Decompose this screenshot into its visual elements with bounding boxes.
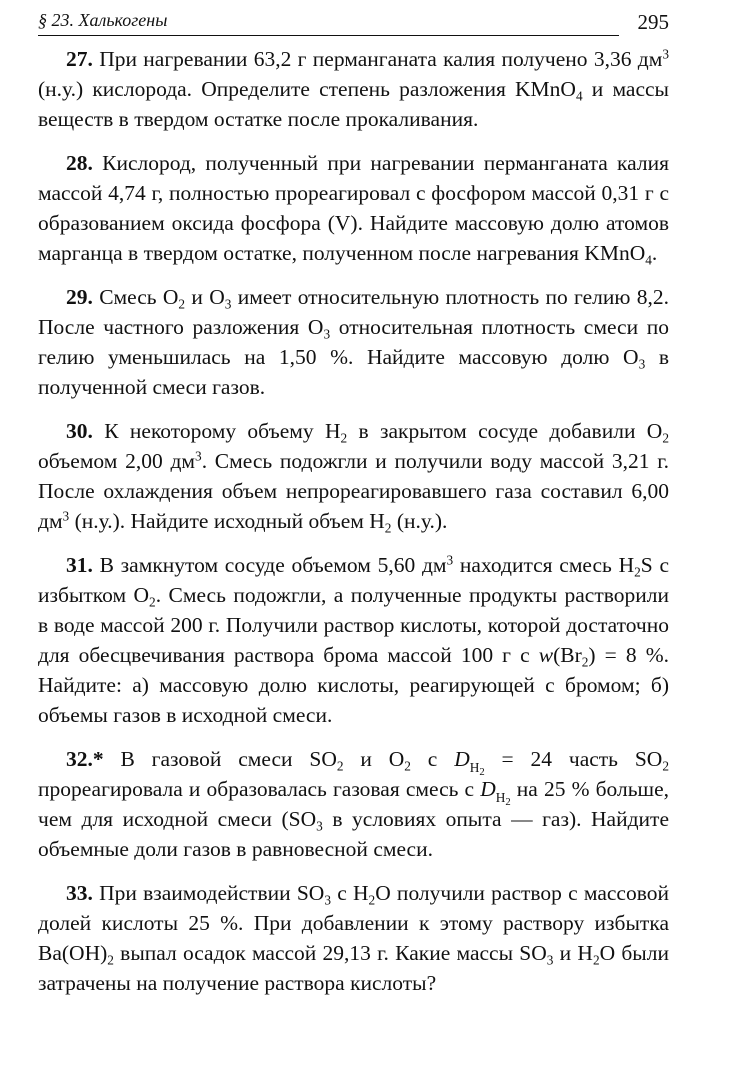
problem-28: 28. Кислород, полученный при нагревании перманганата калия массой 4,74 г, полностью прореагировал с фосфором массой 0,31 г с образованием оксида фосфора (V). Найдите массовую долю атомов марганца в твердом остатке, полученном после нагревания KMnO$_4$. xyxy=(38,151,669,268)
problem-number: 29. xyxy=(66,285,93,309)
problems-list xyxy=(38,44,669,1012)
problem-31: 31. В замкнутом сосуде объемом 5,60 $дм^3$ находится смесь $H_2S$ с избытком $O_2$. Смесь подожгли, а полученные продукты растворили в воде массой 200 г. Получили раствор кислоты, которой достаточно для обесцвечивания раствора брома массой 100 г с $w(Br_2) = 8$ %. Найдите: а) массовую долю кислоты, реагирующей с бромом; б) объемы газов в исходной смеси. xyxy=(38,552,670,727)
problem-number: 33. xyxy=(66,881,93,905)
page-header xyxy=(38,8,669,38)
problem-number: 30. xyxy=(66,419,93,443)
problem-number: 27. xyxy=(66,47,93,71)
page-number: 295 xyxy=(637,10,669,34)
running-title: § 23. Халькогены xyxy=(38,10,168,30)
header-rule xyxy=(38,35,619,36)
problem-27: 27. При нагревании 63,2 г перманганата калия получено 3,36 $дм^3$ (н.у.) кислорода. Определите степень разложения KMnO$_4$ и массы веществ в твердом остатке после прокаливания. xyxy=(38,46,669,131)
problem-29: 29. Смесь $O_2$ и $O_3$ имеет относительную плотность по гелию 8,2. После частного разложения $O_3$ относительная плотность смеси по гелию уменьшилась на 1,50 %. Найдите массовую долю $O_3$ в полученной смеси газов. xyxy=(38,285,669,399)
problem-number: 32.* xyxy=(66,747,104,771)
problem-number: 28. xyxy=(66,151,93,175)
problem-number: 31. xyxy=(66,553,93,577)
problem-33: 33. При взаимодействии $SO_3$ с $H_2O$ получили раствор с массовой долей кислоты 25 %. При добавлении к этому раствору избытка $Ba(OH)_2$ выпал осадок массой 29,13 г. Какие массы $SO_3$ и $H_2O$ были затрачены на получение раствора кислоты? xyxy=(38,881,669,995)
problem-32: 32.* В газовой смеси $SO_2$ и $O_2$ с $D_{H_2} = 24$ часть $SO_2$ прореагировала и образовалась газовая смесь с $D_{H_2}$ на 25 % больше, чем для исходной смеси ($SO_3$ в условиях опыта — газ). Найдите объемные доли газов в равновесной смеси. xyxy=(38,747,669,861)
problem-30: 30. К некоторому объему $H_2$ в закрытом сосуде добавили $O_2$ объемом 2,00 $дм^3$. Смесь подожгли и получили воду массой 3,21 г. После охлаждения объем непрореагировавшего газа составил 6,00 $дм^3$ (н.у.). Найдите исходный объем $H_2$ (н.у.). xyxy=(38,419,669,536)
